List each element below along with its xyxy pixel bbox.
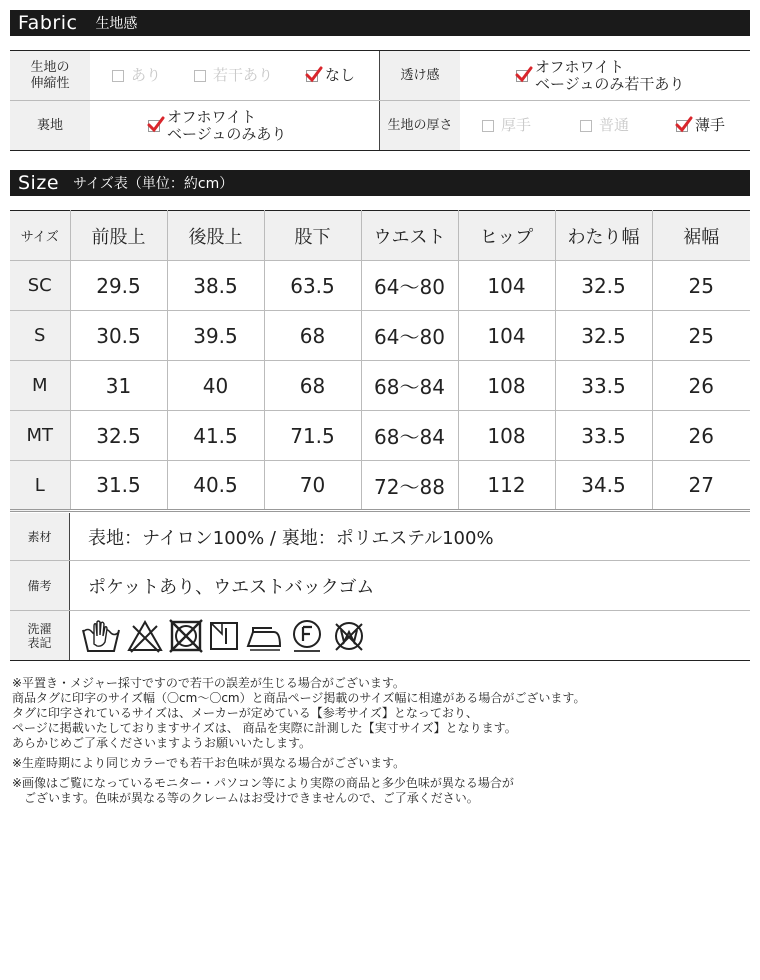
table-cell: 31.5: [70, 461, 167, 511]
table-cell: 68〜84: [361, 361, 458, 411]
table-cell: 32.5: [70, 411, 167, 461]
note-line: ※画像はご覧になっているモニター・パソコン等により実際の商品と多少色味が異なる場合が: [12, 776, 514, 790]
table-cell: 25: [652, 311, 750, 361]
table-cell: 26: [652, 411, 750, 461]
stretch-options: [90, 51, 380, 100]
thickness-option-normal[interactable]: 普通: [580, 101, 629, 150]
note-line: ページに掲載いたしておりますサイズは、 商品を実際に計測した【実寸サイズ】となります。: [12, 721, 517, 735]
table-cell: 64〜80: [361, 311, 458, 361]
no-wet-clean-icon: [330, 618, 368, 654]
table-cell: 108: [458, 361, 555, 411]
size-label: MT: [10, 411, 70, 461]
fabric-table: [10, 50, 750, 151]
table-cell: 33.5: [555, 411, 652, 461]
line-dry-shade-icon: [208, 618, 240, 654]
size-table-header-row: [10, 211, 750, 261]
thickness-label: 生地の厚さ: [380, 101, 460, 150]
fabric-title: Fabric: [18, 12, 78, 34]
table-cell: 25: [652, 261, 750, 311]
checked-checkbox-icon: [676, 120, 688, 132]
stretch-label: 生地の 伸縮性: [10, 51, 90, 100]
table-cell: 68: [264, 311, 361, 361]
table-cell: 39.5: [167, 311, 264, 361]
table-row: [10, 361, 750, 411]
note-line: ※生産時期により同じカラーでも若干お色味が異なる場合がございます。: [12, 756, 406, 770]
size-subtitle: サイズ表（単位：約cm）: [73, 176, 234, 192]
table-row: [10, 411, 750, 461]
size-header: [10, 170, 750, 196]
checked-checkbox-icon: [516, 70, 528, 82]
table-cell: 68: [264, 361, 361, 411]
size-title: Size: [18, 172, 60, 194]
care-icons: [70, 611, 368, 660]
note-line: ※平置き・メジャー採寸ですので若干の誤差が生じる場合がございます。: [12, 676, 405, 690]
lining-label: 裏地: [10, 101, 90, 150]
checked-checkbox-icon: [306, 70, 318, 82]
size-label: SC: [10, 261, 70, 311]
no-bleach-icon: [126, 618, 164, 654]
table-cell: 27: [652, 461, 750, 511]
column-header: サイズ: [10, 211, 70, 261]
table-cell: 26: [652, 361, 750, 411]
lining-value[interactable]: オフホワイト ベージュのみあり: [148, 101, 286, 150]
sheer-label: 透け感: [380, 51, 460, 100]
note-line: タグに印字されているサイズは、メーカーが定めている【参考サイズ】となっており、: [12, 706, 478, 720]
table-cell: 31: [70, 361, 167, 411]
remarks-row: [10, 561, 750, 611]
column-header: わたり幅: [555, 211, 652, 261]
thickness-option-thin[interactable]: 薄手: [676, 101, 725, 150]
table-cell: 41.5: [167, 411, 264, 461]
lining-options: [90, 101, 380, 150]
note-line: ございます。色味が異なる等のクレームはお受けできませんので、ご了承ください。: [12, 791, 479, 805]
stretch-option-yes[interactable]: あり: [112, 51, 161, 100]
column-header: 股下: [264, 211, 361, 261]
remarks-value: ポケットあり、ウエストバックゴム: [88, 576, 375, 598]
remarks-label: 備考: [10, 561, 70, 610]
table-cell: 108: [458, 411, 555, 461]
table-row: [10, 461, 750, 511]
material-value: 表地：ナイロン100% / 裏地：ポリエステル100%: [88, 527, 494, 549]
column-header: 裾幅: [652, 211, 750, 261]
table-cell: 104: [458, 311, 555, 361]
size-label: M: [10, 361, 70, 411]
table-cell: 40: [167, 361, 264, 411]
table-cell: 64〜80: [361, 261, 458, 311]
table-cell: 34.5: [555, 461, 652, 511]
column-header: 前股上: [70, 211, 167, 261]
size-label: L: [10, 461, 70, 511]
fabric-subtitle: 生地感: [95, 16, 138, 32]
table-row: [10, 311, 750, 361]
fabric-row-2: [10, 101, 750, 150]
thickness-option-thick[interactable]: 厚手: [482, 101, 531, 150]
table-cell: 68〜84: [361, 411, 458, 461]
size-label: S: [10, 311, 70, 361]
table-cell: 72〜88: [361, 461, 458, 511]
thickness-options: [460, 101, 750, 150]
stretch-option-slight[interactable]: 若干あり: [194, 51, 273, 100]
column-header: 後股上: [167, 211, 264, 261]
table-cell: 112: [458, 461, 555, 511]
size-table: [10, 210, 750, 512]
table-cell: 32.5: [555, 311, 652, 361]
sheer-value[interactable]: オフホワイト ベージュのみ若干あり: [516, 51, 684, 100]
iron-low-icon: [244, 618, 284, 654]
table-cell: 32.5: [555, 261, 652, 311]
notes: [12, 676, 585, 806]
note-line: あらかじめご了承くださいますようお願いいたします。: [12, 736, 312, 750]
column-header: ヒップ: [458, 211, 555, 261]
sheer-options: [460, 51, 750, 100]
table-cell: 30.5: [70, 311, 167, 361]
fabric-header: [10, 10, 750, 36]
table-cell: 33.5: [555, 361, 652, 411]
hand-wash-icon: [80, 618, 122, 654]
stretch-option-none[interactable]: なし: [306, 51, 355, 100]
care-label: 洗濯 表記: [10, 611, 70, 660]
no-tumble-dry-icon: [168, 618, 204, 654]
material-label: 素材: [10, 513, 70, 560]
table-cell: 71.5: [264, 411, 361, 461]
table-cell: 63.5: [264, 261, 361, 311]
column-header: ウエスト: [361, 211, 458, 261]
table-cell: 40.5: [167, 461, 264, 511]
note-line: 商品タグに印字のサイズ幅（〇cm〜〇cm）と商品ページ掲載のサイズ幅に相違がある場合がございます。: [12, 691, 586, 705]
checked-checkbox-icon: [148, 120, 160, 132]
table-row: [10, 261, 750, 311]
dry-clean-f-icon: [288, 618, 326, 654]
table-cell: 70: [264, 461, 361, 511]
checkbox-icon: [580, 120, 592, 132]
table-cell: 29.5: [70, 261, 167, 311]
checkbox-icon: [194, 70, 206, 82]
care-row: [10, 611, 750, 661]
material-row: [10, 513, 750, 561]
table-cell: 104: [458, 261, 555, 311]
fabric-row-1: [10, 51, 750, 101]
table-cell: 38.5: [167, 261, 264, 311]
checkbox-icon: [112, 70, 124, 82]
checkbox-icon: [482, 120, 494, 132]
